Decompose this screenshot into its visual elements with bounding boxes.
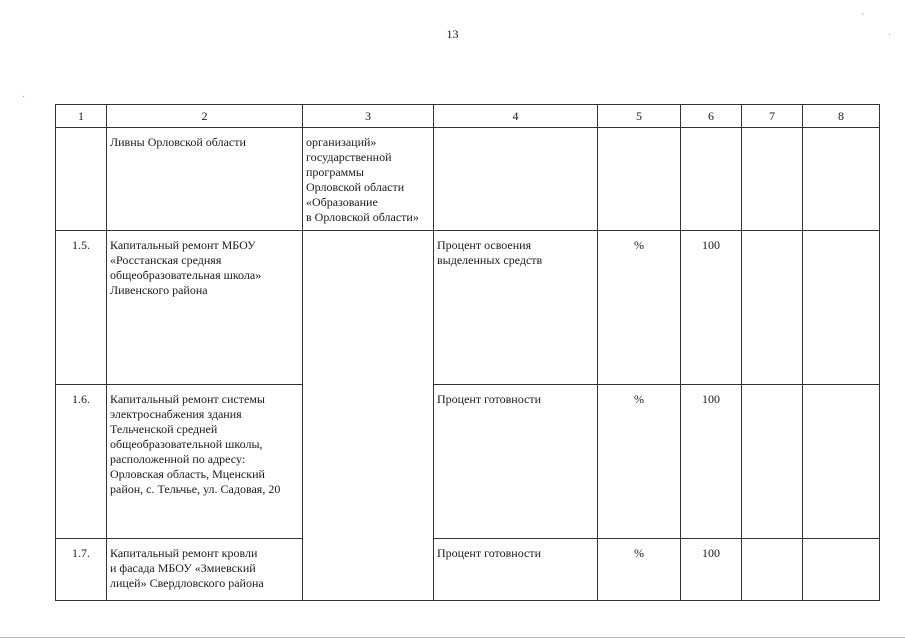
table-row (56, 385, 880, 539)
object-name: Капитальный ремонт МБОУ «Росстанская средняя общеобразовательная школа» Ливенского района (107, 231, 303, 385)
target-value: 100 (681, 539, 742, 601)
unit: % (598, 231, 681, 385)
object-name: Капитальный ремонт кровли и фасада МБОУ «Змиевский лицей» Свердловского района (107, 539, 303, 601)
column-header: 8 (803, 105, 880, 128)
row-number: 1.6. (56, 385, 107, 539)
row-number: 1.7. (56, 539, 107, 601)
object-name: Капитальный ремонт системы электроснабжения здания Тельченской средней общеобразовательной школы, расположенной по адресу: Орловская область, Мценский район, с. Тельчье, ул. Садовая, 20 (107, 385, 303, 539)
continued-name: Ливны Орловской области (110, 135, 246, 149)
table-cell (681, 128, 742, 231)
table-row (56, 231, 880, 385)
table-cell (803, 128, 880, 231)
row-number: 1.5. (56, 231, 107, 385)
column-header: 3 (303, 105, 434, 128)
table-cell (742, 385, 803, 539)
indicators-table (55, 104, 880, 601)
column-header: 4 (434, 105, 598, 128)
column-header: 5 (598, 105, 681, 128)
table-header-row (56, 105, 880, 128)
table-cell (107, 128, 303, 231)
program-cell: организаций» государственной программы Орловской области «Образование в Орловской области» (303, 128, 434, 231)
merged-program-cell (303, 231, 434, 601)
scan-edge-line (0, 637, 905, 638)
table-row (56, 539, 880, 601)
table-cell (56, 128, 107, 231)
table-cell (803, 539, 880, 601)
column-header: 7 (742, 105, 803, 128)
unit: % (598, 539, 681, 601)
table-cell (742, 128, 803, 231)
table-row (56, 128, 880, 231)
scan-speck: · (22, 92, 26, 103)
target-value: 100 (681, 385, 742, 539)
unit: % (598, 385, 681, 539)
indicator-name: Процент освоения выделенных средств (434, 231, 598, 385)
column-header: 6 (681, 105, 742, 128)
table-cell (803, 385, 880, 539)
page-number: 13 (446, 27, 459, 41)
target-value: 100 (681, 231, 742, 385)
column-header: 1 (56, 105, 107, 128)
table-cell (742, 231, 803, 385)
table-cell (598, 128, 681, 231)
indicator-name: Процент готовности (434, 539, 598, 601)
scan-speck: ' (862, 12, 864, 23)
table-cell (434, 128, 598, 231)
table-cell (803, 231, 880, 385)
scan-speck: · (888, 30, 892, 41)
column-header: 2 (107, 105, 303, 128)
table-cell (742, 539, 803, 601)
indicator-name: Процент готовности (434, 385, 598, 539)
